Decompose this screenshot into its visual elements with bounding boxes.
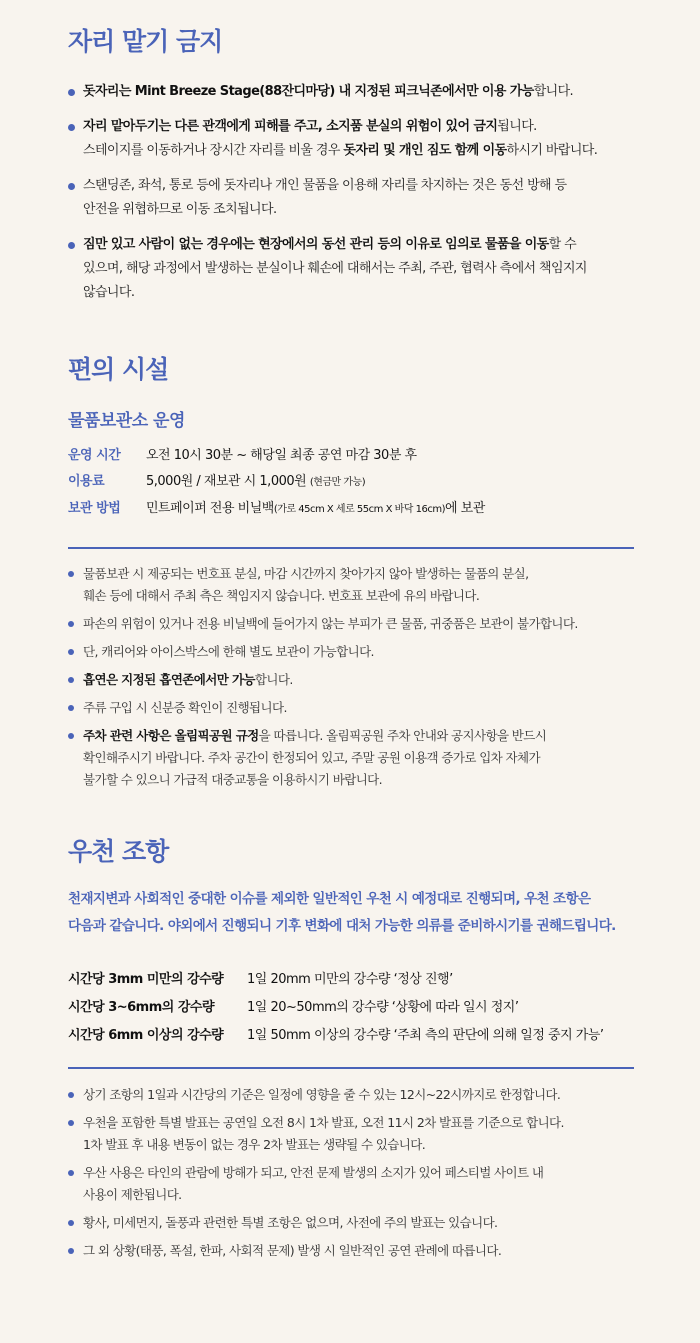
section-title-facilities: 편의 시설 [68, 355, 169, 384]
list-item: 짐만 있고 사람이 없는 경우에는 현장에서의 동선 관리 등의 이유로 임의로 물품을 이동할 수 있으며, 해당 과정에서 발생하는 분실이나 훼손에 대해서는 주최, 주관, 협력사 측에서 책임지지 않습니다. [68, 233, 648, 305]
list-item: 자리 맡아두기는 다른 관객에게 피해를 주고, 소지품 분실의 위험이 있어 금지됩니다. 스테이지를 이동하거나 장시간 자리를 비울 경우 돗자리 및 개인 짐도 함께 이동하시기 바랍니다. [68, 115, 648, 163]
rain-notice: 천재지변과 사회적인 중대한 이슈를 제외한 일반적인 우천 시 예정대로 진행되며, 우천 조항은 다음과 같습니다. 야외에서 진행되니 기후 변화에 대처 가능한 의류를 준비하시기를 권해드립니다. [68, 891, 616, 934]
list-item: 그 외 상황(태풍, 폭설, 한파, 사회적 문제) 발생 시 일반적인 공연 관례에 따릅니다. [68, 1240, 648, 1262]
storage-subtitle: 물품보관소 운영 [68, 411, 185, 431]
storage-info-table [68, 443, 638, 523]
divider [68, 1067, 634, 1069]
divider [68, 547, 634, 549]
storage-row-hours: 운영 시간 오전 10시 30분 ~ 해당일 최종 공연 마감 30분 후 [68, 448, 417, 463]
rain-row: 시간당 6mm 이상의 강수량 1일 50mm 이상의 강수량 ‘주최 측의 판단에 의해 일정 중지 가능’ [68, 1028, 604, 1043]
facility-notes-list [68, 563, 648, 797]
rain-notes-list [68, 1084, 648, 1268]
rain-row: 시간당 3mm 미만의 강수량 1일 20mm 미만의 강수량 ‘정상 진행’ [68, 972, 453, 987]
list-item: 주차 관련 사항은 올림픽공원 규정을 따릅니다. 올림픽공원 주차 안내와 공지사항을 반드시 확인해주시기 바랍니다. 주차 공간이 한정되어 있고, 주말 공원 이용객 증가로 입차 자체가 불가할 수 있으니 가급적 대중교통을 이용하시기 바랍니다. [68, 725, 648, 791]
list-item: 스탠딩존, 좌석, 통로 등에 돗자리나 개인 물품을 이용해 자리를 차지하는 것은 동선 방해 등 안전을 위협하므로 이동 조치됩니다. [68, 174, 648, 222]
seat-rules-list [68, 80, 648, 316]
storage-row-fee: 이용료 5,000원 / 재보관 시 1,000원 (현금만 가능) [68, 474, 366, 489]
list-item: 파손의 위험이 있거나 전용 비닐백에 들어가지 않는 부피가 큰 물품, 귀중품은 보관이 불가합니다. [68, 613, 648, 635]
list-item: 우천을 포함한 특별 발표는 공연일 오전 8시 1차 발표, 오전 11시 2차 발표를 기준으로 합니다. 1차 발표 후 내용 변동이 없는 경우 2차 발표는 생략될 수 있습니다. [68, 1112, 648, 1156]
list-item: 주류 구입 시 신분증 확인이 진행됩니다. [68, 697, 648, 719]
rain-row: 시간당 3~6mm의 강수량 1일 20~50mm의 강수량 ‘상황에 따라 일시 정지’ [68, 1000, 519, 1015]
list-item: 흡연은 지정된 흡연존에서만 가능합니다. [68, 669, 648, 691]
section-title-rain: 우천 조항 [68, 837, 169, 866]
list-item: 황사, 미세먼지, 돌풍과 관련한 특별 조항은 없으며, 사전에 주의 발표는 있습니다. [68, 1212, 648, 1234]
storage-row-method: 보관 방법 민트페이퍼 전용 비닐백(가로 45cm X 세로 55cm X 바닥 16cm)에 보관 [68, 501, 485, 516]
list-item: 돗자리는 Mint Breeze Stage(88잔디마당) 내 지정된 피크닉존에서만 이용 가능합니다. [68, 80, 648, 104]
list-item: 우산 사용은 타인의 관람에 방해가 되고, 안전 문제 발생의 소지가 있어 페스티벌 사이트 내 사용이 제한됩니다. [68, 1162, 648, 1206]
section-title-seat: 자리 맡기 금지 [68, 27, 223, 56]
list-item: 물품보관 시 제공되는 번호표 분실, 마감 시간까지 찾아가지 않아 발생하는 물품의 분실, 훼손 등에 대해서 주최 측은 책임지지 않습니다. 번호표 보관에 유의 바랍니다. [68, 563, 648, 607]
rain-table [68, 966, 648, 1050]
list-item: 단, 캐리어와 아이스박스에 한해 별도 보관이 가능합니다. [68, 641, 648, 663]
list-item: 상기 조항의 1일과 시간당의 기준은 일정에 영향을 줄 수 있는 12시~22시까지로 한정합니다. [68, 1084, 648, 1106]
